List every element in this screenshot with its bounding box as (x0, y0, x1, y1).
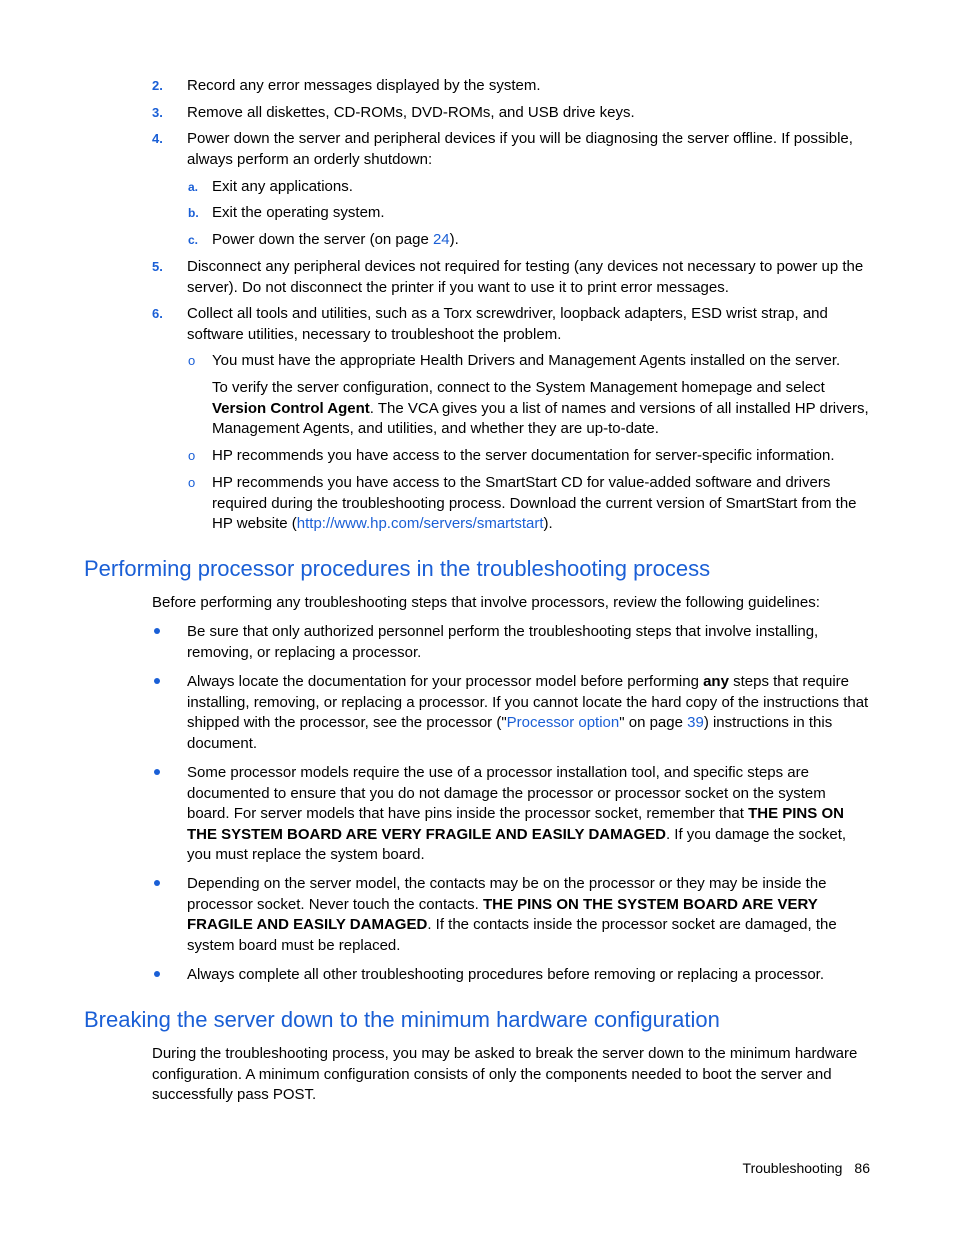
text-span: steps that require installing, removing, or replacing a processor. If you cannot locate the hard copy of the instructions that shipped with the processor, see the processor (" (187, 673, 869, 731)
circle-bullet-icon: o (188, 448, 196, 463)
sublist-item-text (212, 230, 872, 251)
bullet-text (187, 672, 871, 754)
circle-bullet-icon: o (188, 353, 196, 368)
bold-text: THE PINS ON THE SYSTEM BOARD ARE VERY FRAGILE AND EASILY DAMAGED (187, 895, 818, 933)
section-heading: Breaking the server down to the minimum hardware configuration (84, 1007, 720, 1032)
text-span: Depending on the server model, the contacts may be on the processor or they may be inside the processor socket. Never touch the contacts. (187, 875, 827, 913)
sublist-letter: c. (188, 233, 199, 247)
bullet-dot-icon (154, 628, 160, 634)
bullet-text (187, 874, 871, 956)
text-span: ). (449, 231, 459, 248)
text-span: HP recommends you have access to the SmartStart CD for value-added software and drivers required during the troubleshooting process. Download the current version of SmartStart from the HP website ( (212, 474, 857, 532)
bold-text: any (703, 673, 729, 690)
section-intro: Before performing any troubleshooting steps that involve processors, review the following guidelines: (152, 594, 820, 611)
sublist-item-text: You must have the appropriate Health Drivers and Management Agents installed on the server. (212, 352, 841, 369)
bullet-dot-icon (154, 971, 160, 977)
list-number: 3. (152, 105, 163, 120)
bullet-dot-icon (154, 678, 160, 684)
bullet-dot-icon (154, 769, 160, 775)
processor-option-link[interactable]: Processor option (506, 714, 620, 731)
text-span: To verify the server configuration, connect to the System Management homepage and select (212, 379, 825, 396)
bullet-text (187, 763, 871, 866)
bold-text: Version Control Agent (212, 399, 370, 417)
sublist-letter: b. (188, 206, 199, 220)
list-number: 5. (152, 259, 163, 274)
sublist-item-text: Exit the operating system. (212, 204, 385, 221)
list-number: 4. (152, 131, 163, 146)
page-link[interactable]: 24 (432, 231, 450, 248)
text-span: Some processor models require the use of a processor installation tool, and specific steps are documented to ensure that you do not damage the processor or processor socket on the system board. For server models that have pins inside the processor socket, remember that (187, 764, 826, 822)
text-span: . The VCA gives you a list of names and versions of all installed HP drivers, Management Agents, and utilities, and whether they are up-to-date. (212, 399, 869, 437)
list-item-text: Power down the server and peripheral devices if you will be diagnosing the server offline. If possible, always perform an orderly shutdown: (187, 130, 853, 168)
section-paragraph: During the troubleshooting process, you may be asked to break the server down to the minimum hardware configuration. A minimum configuration consists of only the components needed to boot the server and successfully pass POST. (152, 1045, 858, 1103)
list-item-text: Collect all tools and utilities, such as a Torx screwdriver, loopback adapters, ESD wrist strap, and software utilities, necessary to troubleshoot the problem. (187, 305, 828, 343)
bullet-dot-icon (154, 880, 160, 886)
text-span: . If you damage the socket, you must replace the system board. (187, 825, 847, 863)
text-span: ). (543, 515, 553, 532)
bullet-text: Be sure that only authorized personnel perform the troubleshooting steps that involve installing, removing, or replacing a processor. (187, 623, 819, 661)
section-heading: Performing processor procedures in the troubleshooting process (84, 556, 711, 581)
text-span: " on page (619, 714, 688, 731)
list-number: 6. (152, 306, 163, 321)
list-item-text: Disconnect any peripheral devices not required for testing (any devices not necessary to power up the server). Do not disconnect the printer if you want to use it to print error messages. (187, 258, 864, 296)
sublist-paragraph (212, 378, 872, 440)
list-number: 2. (152, 78, 163, 93)
smartstart-url-link[interactable]: http://www.hp.com/servers/smartstart (296, 515, 544, 532)
text-span: Power down the server (on page (212, 231, 433, 248)
text-span: Always locate the documentation for your processor model before performing (187, 673, 704, 690)
sublist-letter: a. (188, 180, 199, 194)
bold-text: THE PINS ON THE SYSTEM BOARD ARE VERY FRAGILE AND EASILY DAMAGED (187, 805, 844, 843)
page-link[interactable]: 39 (687, 714, 704, 731)
sublist-item-text (212, 473, 872, 535)
list-item-text: Record any error messages displayed by the system. (187, 77, 541, 94)
page-number: 86 (854, 1160, 870, 1176)
bullet-text: Always complete all other troubleshooting procedures before removing or replacing a processor. (187, 966, 825, 983)
footer-section: Troubleshooting (742, 1160, 843, 1176)
text-span: . If the contacts inside the processor socket are damaged, the system board must be replaced. (187, 916, 837, 954)
page-footer (743, 1158, 870, 1178)
sublist-item-text: HP recommends you have access to the server documentation for server-specific information. (212, 447, 835, 464)
text-span: ) instructions in this document. (187, 714, 833, 752)
circle-bullet-icon: o (188, 475, 196, 490)
sublist-item-text: Exit any applications. (212, 178, 353, 195)
list-item-text: Remove all diskettes, CD-ROMs, DVD-ROMs, and USB drive keys. (187, 104, 635, 121)
